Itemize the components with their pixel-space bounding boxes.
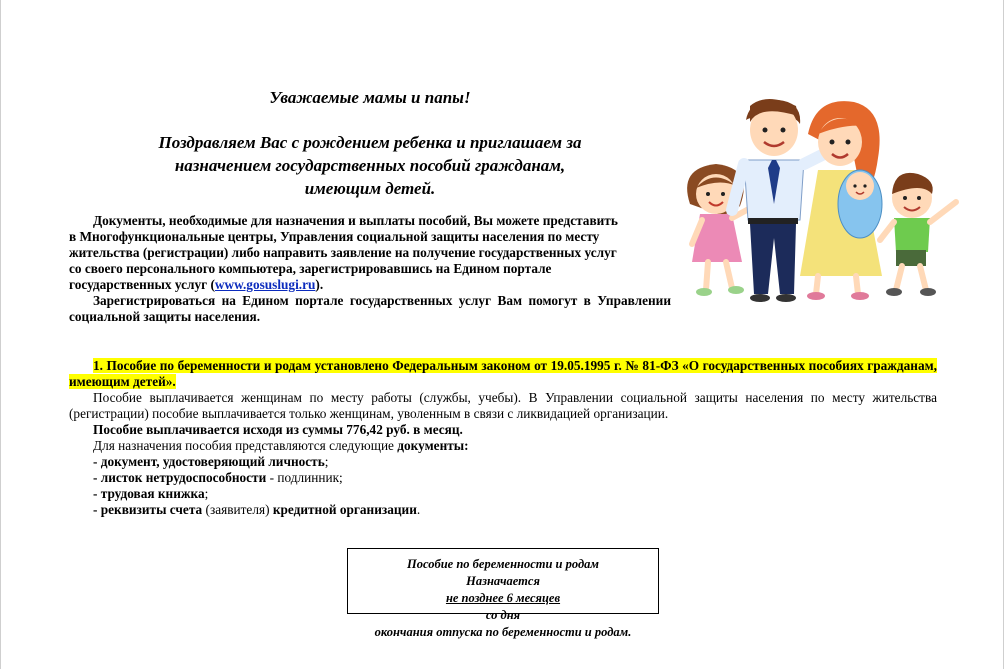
intro-text: государственных услуг (: [69, 277, 215, 292]
boy-figure: [880, 173, 956, 296]
baby-figure: [838, 170, 882, 238]
document-item-rest: - подлинник;: [269, 470, 343, 485]
intro-line: жительства (регистрации) либо направить заявление на получение государственных услуг: [69, 245, 617, 260]
note-underlined: не позднее 6 месяцев: [445, 591, 561, 605]
maternity-benefit-section: [69, 358, 937, 518]
benefit-amount: Пособие выплачивается исходя из суммы 776,42 руб. в месяц.: [93, 422, 463, 437]
family-illustration: [678, 94, 962, 308]
deadline-note-box: [347, 548, 659, 639]
congratulation-heading: [0, 131, 740, 200]
intro-line-last: [69, 277, 671, 293]
congrats-line: имеющим детей.: [304, 179, 436, 198]
intro-text: ).: [315, 277, 324, 292]
greeting-heading: Уважаемые мамы и папы!: [269, 88, 471, 107]
note-line: [348, 573, 658, 624]
document-item-bold: - реквизиты счета: [93, 502, 203, 517]
note-text: со дня: [485, 608, 521, 622]
intro-line: со своего персонального компьютера, зарегистрировавшись на Едином портале: [69, 261, 552, 276]
document-item: [69, 502, 937, 518]
document-item-bold: кредитной организации: [272, 502, 417, 517]
intro-line: в Многофункциональные центры, Управления социальной защиты населения по месту: [69, 229, 600, 244]
documents-intro-bold: документы:: [397, 438, 469, 453]
document-item: [69, 454, 937, 470]
document-item-bold: - листок нетрудоспособности: [93, 470, 270, 485]
document-item-bold: - документ, удостоверяющий личность: [93, 454, 325, 469]
document-item-rest: ;: [324, 454, 329, 469]
gosuslugi-link[interactable]: www.gosuslugi.ru: [214, 277, 316, 292]
benefit-title-highlight: 1. Пособие по беременности и родам установлено Федеральным законом от 19.05.1995 г. № 81-ФЗ «О государственных пособиях гражданам, имеющим детей».: [69, 358, 937, 389]
document-item: [69, 470, 937, 486]
registration-paragraph: Зарегистрироваться на Едином портале государственных услуг Вам помогут в Управлении социальной защиты населения.: [69, 293, 671, 324]
congrats-line: Поздравляем Вас с рождением ребенка и приглашаем за: [158, 133, 582, 152]
note-line: окончания отпуска по беременности и родам.: [374, 625, 632, 639]
document-item-rest: .: [416, 502, 421, 517]
document-item-rest: (заявителя): [202, 502, 273, 517]
note-line: Пособие по беременности и родам: [407, 557, 599, 571]
congrats-line: назначением государственных пособий гражданам,: [174, 156, 566, 175]
benefit-description: Пособие выплачивается женщинам по месту работы (службы, учебы). В Управлении социальной защиты населения по месту жительства (регистрации) пособие выплачивается только женщинам, уволенным в связи с ликвидацией организации.: [69, 390, 937, 421]
document-item-bold: - трудовая книжка: [93, 486, 205, 501]
note-text: Назначается: [466, 574, 540, 588]
intro-paragraph: [69, 213, 671, 325]
intro-line: Документы, необходимые для назначения и выплаты пособий, Вы можете представить: [93, 213, 618, 228]
document-item: [69, 486, 937, 502]
documents-intro-text: Для назначения пособия представляются следующие: [93, 438, 398, 453]
benefit-title: [69, 358, 937, 390]
documents-intro: [69, 438, 937, 454]
document-item-rest: ;: [204, 486, 209, 501]
